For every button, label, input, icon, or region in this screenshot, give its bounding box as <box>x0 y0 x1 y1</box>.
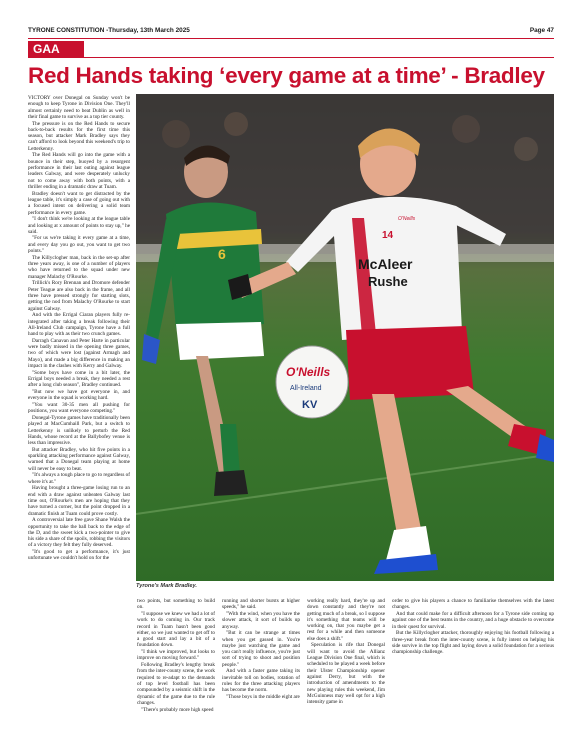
paragraph: Having brought a three-game losing run to an end with a draw against unbeaten Galway last time out, O'Rourke's men are hoping that they have turned a corner, but the point dropped in a dramatic finish at Tuam could prove costly. <box>28 485 130 517</box>
paragraph: "I suppose we knew we had a lot of work to do coming in. Our track record in Tuam hasn't been good either, so we just wanted to get off to a good start and lay a bit of a foundation down. <box>137 610 215 649</box>
article-column-5 <box>392 598 554 730</box>
svg-text:KV: KV <box>302 399 318 411</box>
paragraph: And with the Errigal Ciaran players fully re-integrated after taking a break following their All-Ireland Club campaign, Tyrone have a full hand to play with as their two crunch games. <box>28 312 130 338</box>
paragraph: "Those boys in the middle eight are <box>226 694 300 701</box>
paragraph: The pressure is on the Red Hands to secure back-to-back results for the first time this season, but attacker Mark Bradley says they can't afford to look beyond this weekend's trip to Letterkenny. <box>28 120 130 152</box>
publication-date: TYRONE CONSTITUTION -Thursday, 13th March 2025 <box>28 26 190 34</box>
svg-text:O'Neills: O'Neills <box>398 216 416 222</box>
section-rule <box>84 57 554 58</box>
paragraph: The Killyclogher man, back in the set-up after three years away, is one of a number of players who have returned to the squad under new manager Malachy O'Rourke. <box>28 254 130 280</box>
paragraph: Following Bradley's lengthy break from the inter-county scene, the work required to re-adapt to the demands of top level football has been compounded by a seismic shift in the dynamic of the game due to the rule changes. <box>137 662 215 706</box>
paragraph: "Some boys have come in a bit later, the Errigal boys needed a break, they needed a rest after a long club season", Bradley continued. <box>28 369 130 389</box>
paragraph: Donegal-Tyrone games have traditionally been played at MacCumhaill Park, but a switch to Letterkenny is unlikely to perturb the Red Hands, whose record at the Ballybofey venue is less than impressive. <box>28 414 130 447</box>
football <box>276 346 348 418</box>
paragraph: "It's good to get a performance, it's just unfortunate we couldn't hold on for the <box>28 549 130 562</box>
svg-text:14: 14 <box>382 230 394 241</box>
paragraph: The Red Hands will go into the game with a bounce in their step, buoyed by a resurgent performance in their last outing against league leaders Galway, and were desperately unlucky not to come away with both points, with a thriller ending in a dramatic draw at Tuam. <box>28 152 130 190</box>
paragraph: two points, but something to build on. <box>137 598 215 611</box>
paragraph: Speculation is rife that Donegal will want to avoid the Allianz League Division One final, which is scheduled to be played a week before their Ulster Championship opener against Derry, but with the introduction of amendments to the new playing rules this weekend, Jim McGuinness may well opt for a high intensity game in <box>307 642 385 706</box>
paragraph: "But it can be strange at times when you get gassed in. You're maybe just watching the game and you can't really influence, you're just sort of trying to shoot and position people." <box>222 630 300 668</box>
paragraph: A controversial late free gave Shane Walsh the opportunity to take the ball back to the edge of the D, and the sweet kick a two-pointer to give his side a share of the spoils, robbing the visitors of a victory they felt they fully deserved. <box>28 517 130 549</box>
page-number: Page 47 <box>529 26 554 34</box>
paragraph: And that could make for a difficult afternoon for a Tyrone side coming up against one of the best teams in the country, and a huge obstacle to overcome in their quest for survival. <box>392 610 554 630</box>
headline: Red Hands taking ‘every game at a time’ - Bradley <box>28 63 545 88</box>
svg-text:Rushe: Rushe <box>368 274 408 289</box>
svg-text:O'Neills: O'Neills <box>286 365 331 379</box>
paragraph: order to give his players a chance to familiarise themselves with the latest changes. <box>392 598 554 611</box>
paragraph: Bradley doesn't want to get distracted by the league table, it's simply a case of going out with a focused intent on delivering a solid team performance in every game. <box>28 190 130 216</box>
paragraph: "It's always a tough place to go to regardless of where it's at." <box>28 472 130 485</box>
paragraph: But attacker Bradley, who hit five points in a sparkling attacking performance against Galway, warned that a Donegal team playing at home will never be easy to beat. <box>28 446 130 472</box>
paragraph: "There's probably more high speed <box>141 706 214 713</box>
paragraph: Trillick's Rory Brennan and Dromore defender Peter Teague are also back in the frame, and all three have pressed strongly for starting slots, getting the nod from Malachy O'Rourke to start against Galway. <box>28 280 130 312</box>
article-column-2 <box>137 598 215 730</box>
svg-text:All-Ireland: All-Ireland <box>290 385 322 392</box>
paragraph: "With the wind, when you have the slower attack, it sort of builds up anyway. <box>222 610 300 630</box>
page-header <box>28 24 554 36</box>
paragraph: "I don't think we're looking at the league table and looking at x amount of points to stay up," he said. <box>28 216 130 235</box>
paragraph: And with a faster game taking its inevitable toll on bodies, rotation of roles for the three attacking players has become the norm. <box>222 668 300 694</box>
players-illustration <box>136 94 554 581</box>
paragraph: "You want 30-35 men all pushing for positions, you want everyone competing." <box>28 401 130 415</box>
paragraph: "I think we improved, but looks to improve on moving forward." <box>137 649 215 662</box>
paragraph: "But now we have got everyone in, and everyone in the squad is working hard. <box>28 388 130 402</box>
article-column-4 <box>307 598 385 730</box>
article-column-3 <box>222 598 300 730</box>
section-tag: GAA <box>28 41 84 58</box>
photo-caption: Tyrone's Mark Bradley. <box>136 583 197 589</box>
paragraph: VICTORY over Donegal on Sunday won't be enough to keep Tyrone in Division One. They'll almost certainly need to beat Dublin as well in their final game to survive as a top tier county. <box>28 95 130 120</box>
article-column-1 <box>28 95 130 730</box>
paragraph: But the Killyclogher attacker, thoroughly enjoying his football following a three-year break from the inter-county scene, is fully intent on helping his side survive in the top flight and laying down a solid foundation for a serious championship challenge. <box>392 630 554 656</box>
svg-text:6: 6 <box>218 246 226 262</box>
paragraph: running and shorter bursts at higher speeds," he said. <box>222 598 300 611</box>
match-photo <box>136 94 554 581</box>
paragraph: "For us we're taking it every game at a time, and every day you go out, you want to get two points." <box>28 235 130 255</box>
header-rule <box>28 38 554 40</box>
paragraph: Darragh Canavan and Peter Harte in particular were badly missed in the opening three games, two of which were lost (against Armagh and Mayo), and made a big difference in making an impact in the clashes with Kerry and Galway. <box>28 337 130 369</box>
svg-text:McAleer: McAleer <box>358 256 413 272</box>
paragraph: working really hard, they're up and down constantly and they're not getting much of a break, so I suppose it's something that teams will be working on, that you maybe get a rest for a while and then someone else does a shift." <box>307 598 385 642</box>
